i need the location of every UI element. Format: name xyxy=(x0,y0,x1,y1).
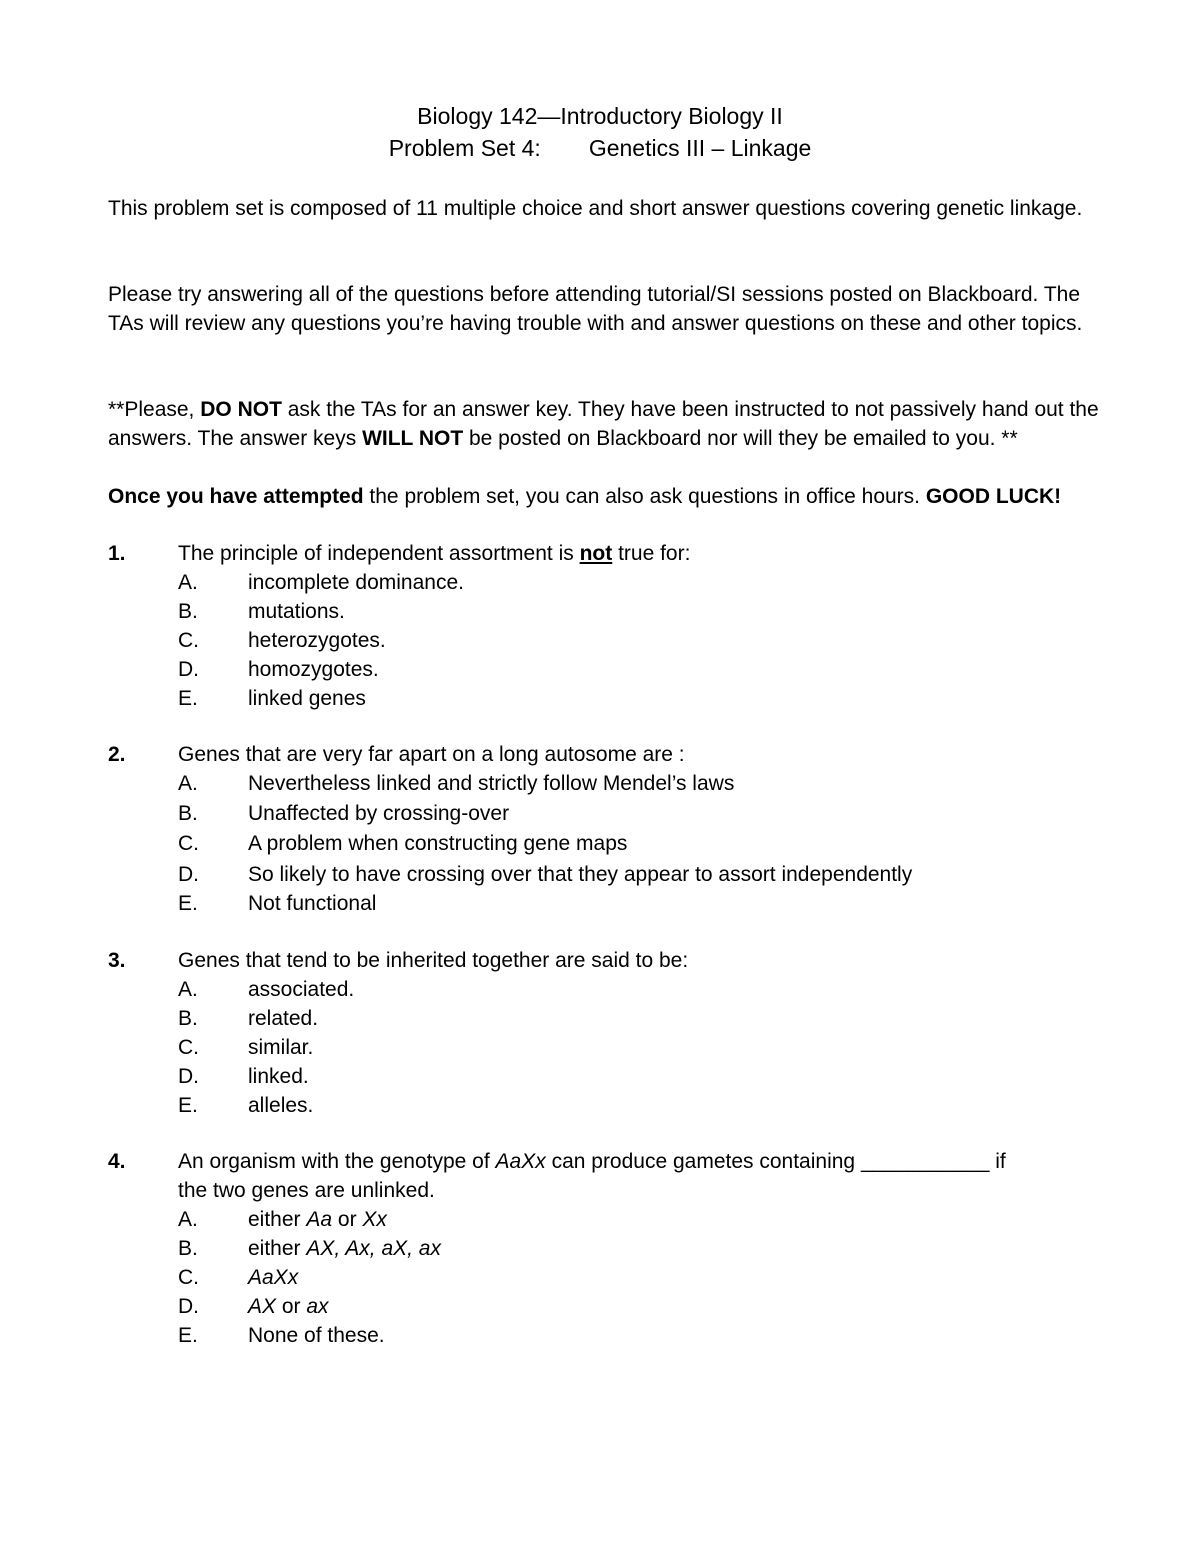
question-text-continued: the two genes are unlinked. xyxy=(178,1179,435,1202)
option xyxy=(108,626,1108,655)
question-number: 4. xyxy=(108,1150,126,1173)
question-3 xyxy=(108,946,1108,1120)
option-letter: A. xyxy=(178,978,198,1001)
option xyxy=(108,1004,1108,1033)
subtitle-right: Genetics III – Linkage xyxy=(588,135,812,161)
option xyxy=(108,1062,1108,1091)
option-text: mutations. xyxy=(248,600,345,623)
option xyxy=(108,655,1108,684)
option xyxy=(108,799,1108,829)
option-text: alleles. xyxy=(248,1094,314,1117)
option-text: homozygotes. xyxy=(248,658,379,681)
option-text: Unaffected by crossing-over xyxy=(248,802,510,825)
document-title: Biology 142—Introductory Biology II xyxy=(417,103,783,129)
option-letter: C. xyxy=(178,1266,199,1289)
option-text: None of these. xyxy=(248,1324,385,1347)
option-text: A problem when constructing gene maps xyxy=(248,832,628,855)
option xyxy=(108,568,1108,597)
question-number: 1. xyxy=(108,542,126,565)
option-letter: A. xyxy=(178,772,198,795)
option-text: AaXx xyxy=(248,1266,299,1289)
document-subtitle xyxy=(0,134,1200,163)
option-letter: B. xyxy=(178,600,198,623)
option xyxy=(108,769,1108,799)
option-letter: A. xyxy=(178,1208,198,1231)
option-text: linked. xyxy=(248,1065,309,1088)
option-letter: D. xyxy=(178,658,199,681)
option-letter: C. xyxy=(178,1036,199,1059)
option-text: AX or ax xyxy=(248,1295,329,1318)
will-not-emphasis: WILL NOT xyxy=(362,427,464,450)
option-text: similar. xyxy=(248,1036,314,1059)
option xyxy=(108,1234,1108,1263)
option xyxy=(108,1321,1108,1350)
option-letter: E. xyxy=(178,687,198,710)
option xyxy=(108,860,1108,889)
option-letter: E. xyxy=(178,1094,198,1117)
option xyxy=(108,1205,1108,1234)
question-2 xyxy=(108,740,1108,918)
option-text: linked genes xyxy=(248,687,366,710)
question-text: Genes that are very far apart on a long autosome are : xyxy=(178,743,685,766)
option-text: associated. xyxy=(248,978,355,1001)
attempted-emphasis: Once you have attempted xyxy=(108,485,364,508)
question-text: Genes that tend to be inherited together are said to be: xyxy=(178,949,689,972)
not-emphasis: not xyxy=(579,542,613,565)
option-letter: B. xyxy=(178,802,198,825)
option-text: incomplete dominance. xyxy=(248,571,464,594)
intro-paragraph-4: Once you have attempted the problem set, you can also ask questions in office hours. GOOD LUCK! xyxy=(108,485,1062,508)
option-letter: C. xyxy=(178,629,199,652)
option xyxy=(108,975,1108,1004)
option-letter: C. xyxy=(178,832,199,855)
question-number: 2. xyxy=(108,743,126,766)
intro-paragraph-1: This problem set is composed of 11 multiple choice and short answer questions covering genetic linkage. xyxy=(108,197,1083,220)
option-letter: D. xyxy=(178,1065,199,1088)
do-not-emphasis: DO NOT xyxy=(200,398,282,421)
option xyxy=(108,1263,1108,1292)
option-text: Nevertheless linked and strictly follow Mendel’s laws xyxy=(248,772,735,795)
option-text: related. xyxy=(248,1007,319,1030)
option xyxy=(108,1033,1108,1062)
option-letter: E. xyxy=(178,1324,198,1347)
option-letter: D. xyxy=(178,863,199,886)
option-letter: E. xyxy=(178,892,198,915)
option-letter: D. xyxy=(178,1295,199,1318)
option-text: either AX, Ax, aX, ax xyxy=(248,1237,441,1260)
intro-paragraph-3: **Please, DO NOT ask the TAs for an answer key. They have been instructed to not passively hand out the answers. The answer keys WILL NOT be posted on Blackboard nor will they be emailed to you. ** xyxy=(108,398,1099,450)
option-letter: A. xyxy=(178,571,198,594)
question-text: The principle of independent assortment is not true for: xyxy=(178,542,691,565)
question-number: 3. xyxy=(108,949,126,972)
option xyxy=(108,1292,1108,1321)
option-text: So likely to have crossing over that they appear to assort independently xyxy=(248,863,913,886)
option-letter: B. xyxy=(178,1007,198,1030)
option xyxy=(108,1091,1108,1120)
option xyxy=(108,684,1108,713)
option-letter: B. xyxy=(178,1237,198,1260)
option xyxy=(108,597,1108,626)
intro-paragraph-2: Please try answering all of the questions before attending tutorial/SI sessions posted on Blackboard. The TAs will review any questions you’re having trouble with and answer questions on these and other topics. xyxy=(108,283,1083,335)
option-text: either Aa or Xx xyxy=(248,1208,387,1231)
good-luck-emphasis: GOOD LUCK! xyxy=(925,485,1062,508)
question-1 xyxy=(108,539,1108,713)
option-text: Not functional xyxy=(248,892,377,915)
option xyxy=(108,889,1108,918)
option-text: heterozygotes. xyxy=(248,629,386,652)
subtitle-left: Problem Set 4: xyxy=(388,135,541,161)
question-text: An organism with the genotype of AaXx can produce gametes containing ___________ if xyxy=(178,1150,1006,1173)
option xyxy=(108,829,1108,860)
question-4 xyxy=(108,1147,1108,1350)
genotype-text: AaXx xyxy=(495,1150,546,1173)
